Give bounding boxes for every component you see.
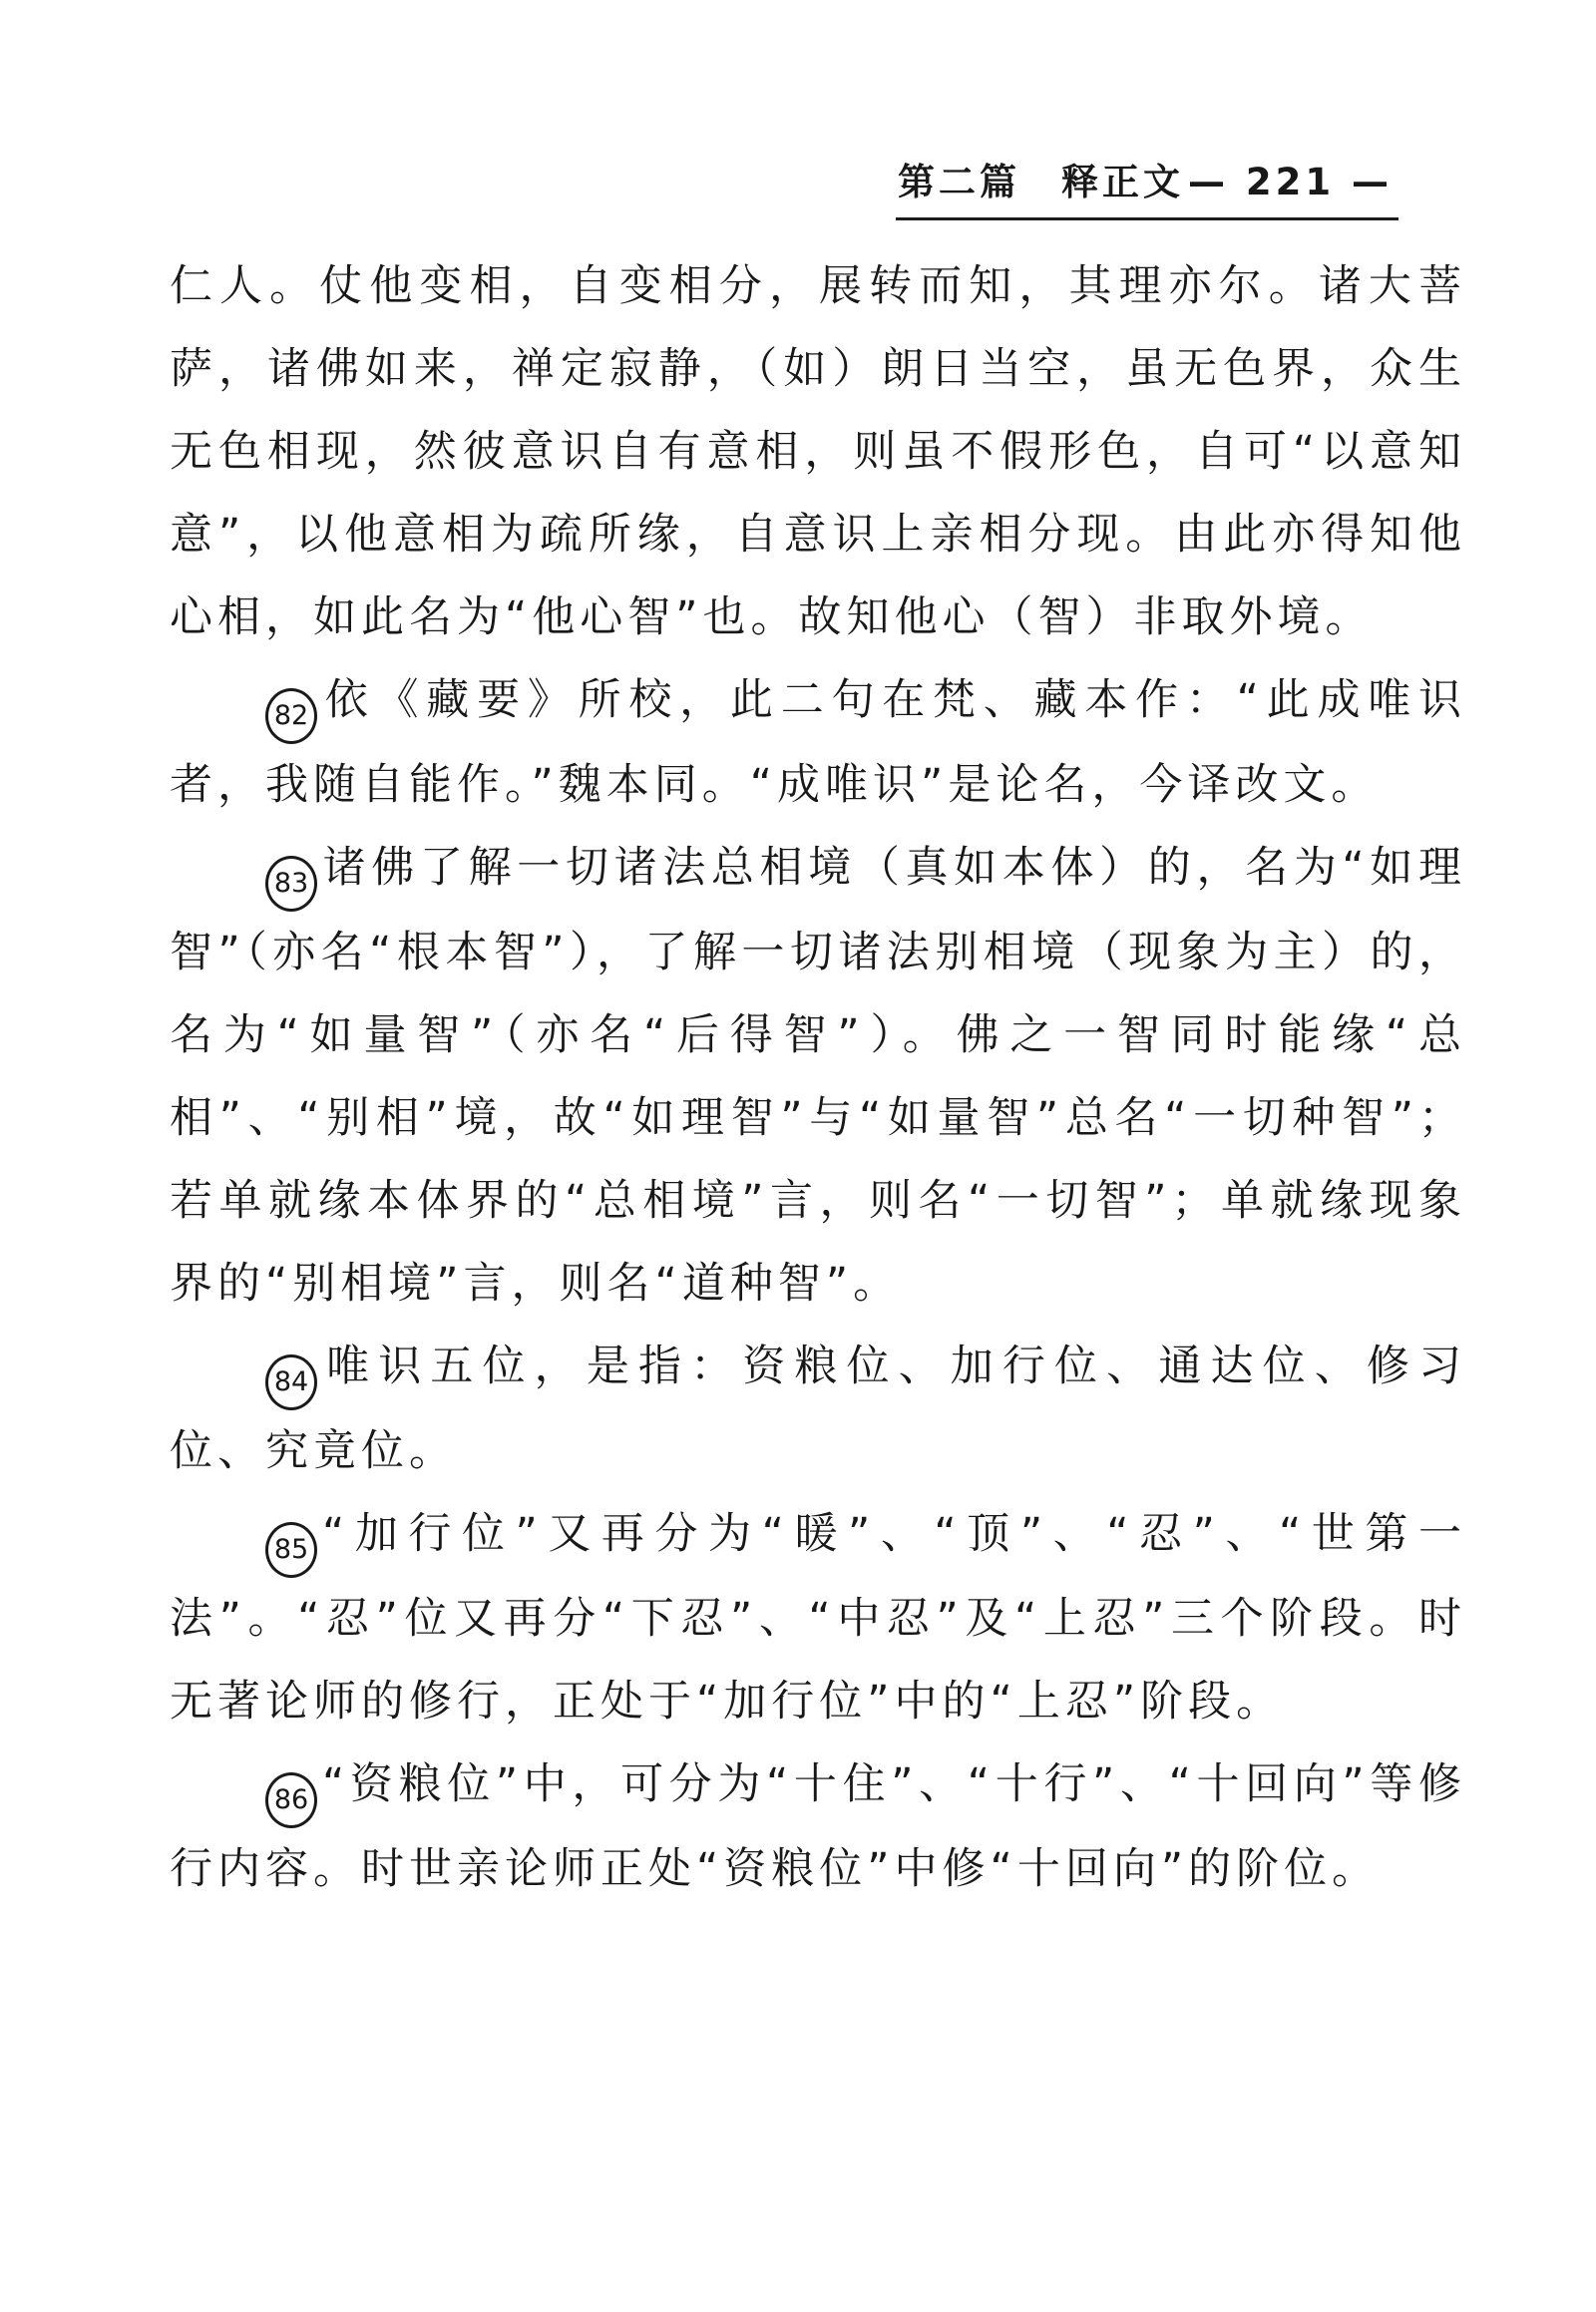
- paragraph-text: 仁人。仗他变相，自变相分，展转而知，其理亦尔。诸大菩萨，诸佛如来，禅定寂静，（如）朗日当空，虽无色界，众生无色相现，然彼意识自有意相，则虽不假形色，自可“以意知意”，以他意相为疏所缘，自意识上亲相分现。由此亦得知他心相，如此名为“他心智”也。故知他心（智）非取外境。: [170, 261, 1466, 642]
- footnote-number-badge: 83: [265, 856, 317, 912]
- paragraph-text: 唯识五位，是指：资粮位、加行位、通达位、修习位、究竟位。: [170, 1342, 1466, 1476]
- running-header: [0, 152, 1596, 220]
- paragraph-text: 依《藏要》所校，此二句在梵、藏本作：“此成唯识者，我随自能作。”魏本同。“成唯识”是论名，今译改文。: [170, 675, 1466, 810]
- header-page-number: — 221 —: [1188, 161, 1393, 203]
- paragraph-text: 诸佛了解一切诸法总相境（真如本体）的，名为“如理智”（亦名“根本智”），了解一切诸法别相境（现象为主）的，名为“如量智”（亦名“后得智”）。佛之一智同时能缘“总相”、“别相”境，故“如理智”与“如量智”总名“一切种智”；若单就缘本体界的“总相境”言，则名“一切智”；单就缘现象界的“别相境”言，则名“道种智”。: [170, 843, 1466, 1309]
- footnote-paragraph: [170, 1493, 1466, 1743]
- header-chapter-title: 第二篇 释正文: [898, 161, 1184, 203]
- footnote-number-badge: 82: [265, 688, 317, 744]
- paragraph-text: “加行位”又再分为“暖”、“顶”、“忍”、“世第一法”。“忍”位又再分“下忍”、“中忍”及“上忍”三个阶段。时无著论师的修行，正处于“加行位”中的“上忍”阶段。: [170, 1509, 1466, 1727]
- footnote-number-badge: 84: [265, 1354, 317, 1410]
- footnote-paragraph: [170, 1326, 1466, 1493]
- footnote-number-badge: 86: [265, 1772, 317, 1828]
- page-body-text: [170, 245, 1466, 1911]
- header-underline: [896, 152, 1398, 220]
- paragraph-text: “资粮位”中，可分为“十住”、“十行”、“十回向”等修行内容。时世亲论师正处“资粮位”中修“十回向”的阶位。: [170, 1759, 1466, 1894]
- footnote-paragraph: [170, 827, 1466, 1326]
- footnote-paragraph: [170, 1743, 1466, 1911]
- footnote-number-badge: 85: [265, 1522, 317, 1578]
- footnote-paragraph: [170, 659, 1466, 827]
- body-paragraph: [170, 245, 1466, 659]
